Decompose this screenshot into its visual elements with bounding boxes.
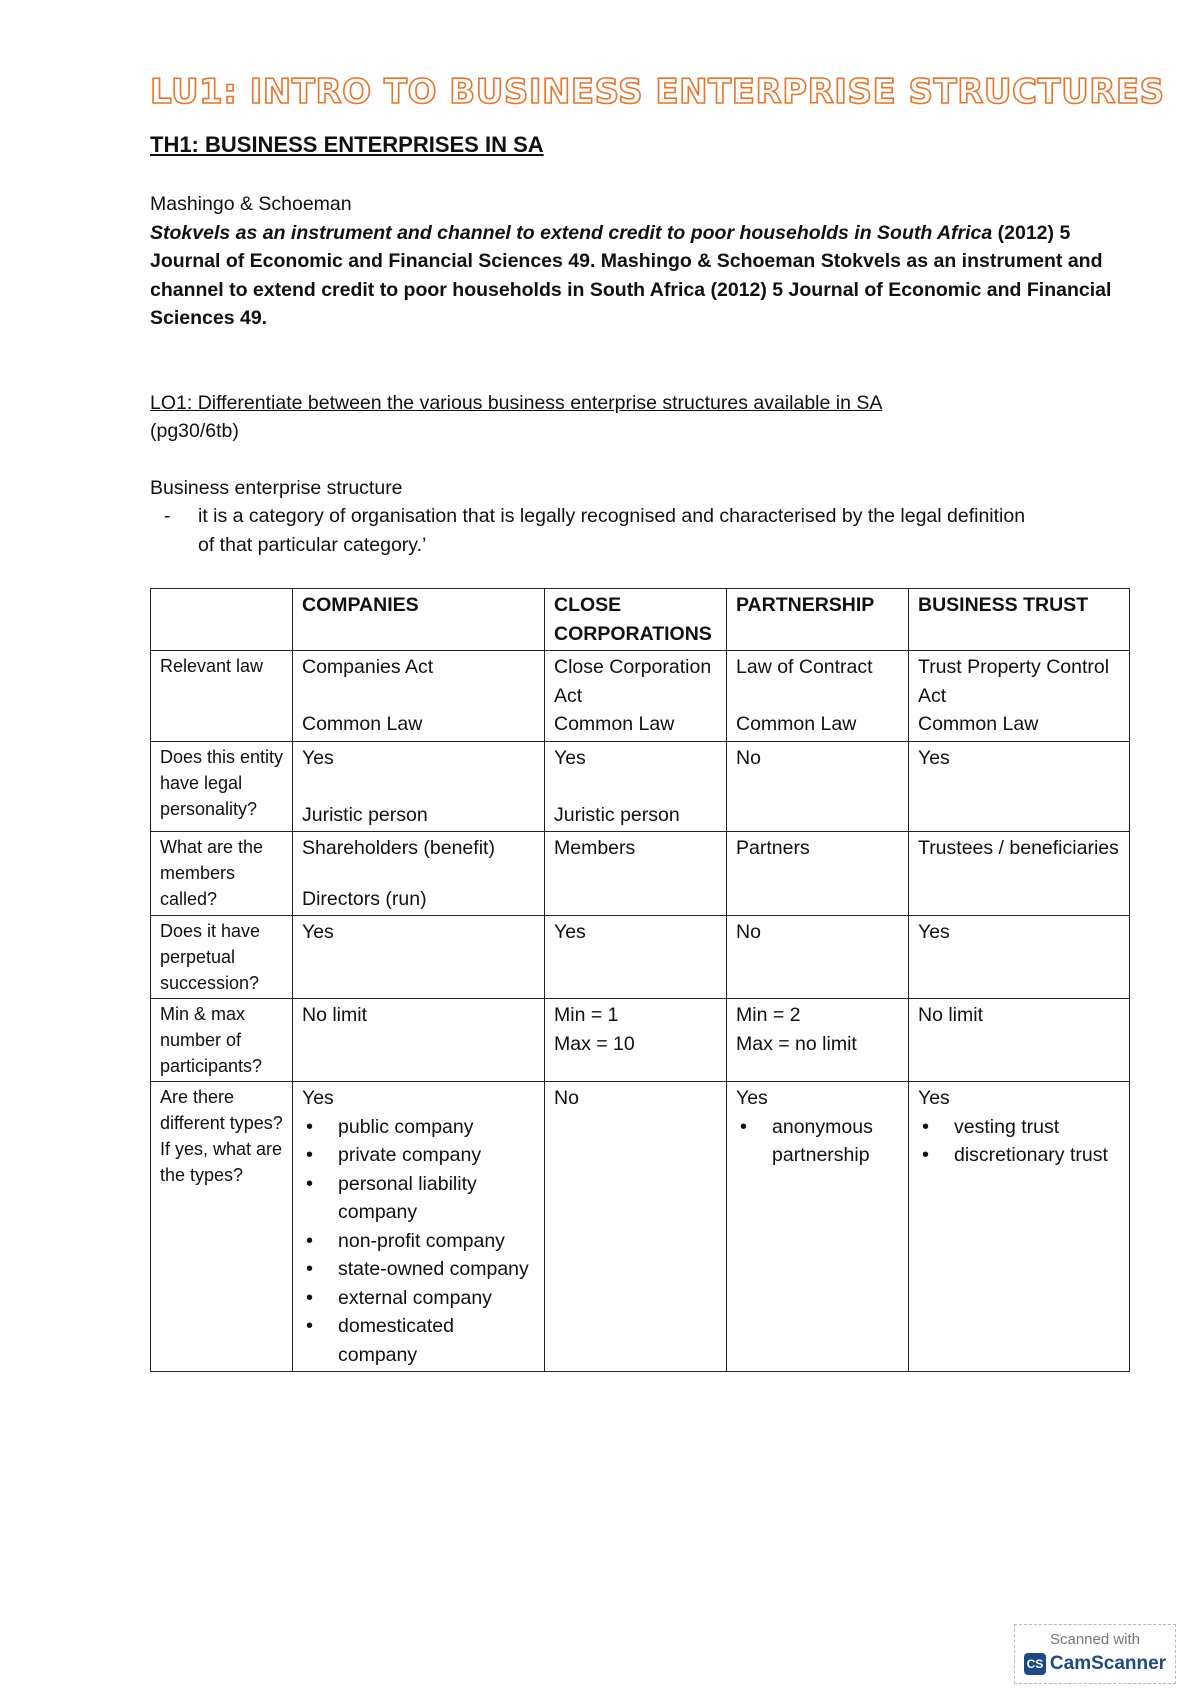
trust-type-list: [918, 1113, 1121, 1170]
table-row: [151, 916, 1130, 999]
cell-text: Common Law: [302, 713, 423, 735]
camscanner-badge: [1014, 1624, 1176, 1684]
cell-cc-succession: Yes: [545, 916, 727, 999]
learning-outcome-page-ref: (pg30/6tb): [150, 420, 239, 442]
cell-partnership-members: Partners: [727, 832, 909, 916]
cell-text: Yes: [736, 1087, 768, 1109]
camscanner-logo-icon: CS: [1024, 1653, 1046, 1675]
reference-citation: (2012) 5 Journal of Economic and Financial Sciences 49. Mashingo & Schoeman Stokvels as an instrument and channel to extend credit to poor households in South Africa (2012) 5 Journal of Economic and Financial Sciences 49.: [150, 221, 1112, 329]
cell-companies-law: [293, 651, 545, 742]
table-row: [151, 651, 1130, 742]
list-item: • external company: [302, 1284, 536, 1313]
list-item: • non-profit company: [302, 1227, 536, 1256]
table-row: [151, 1082, 1130, 1372]
cell-text: Max = 10: [554, 1032, 635, 1055]
list-item: • discretionary trust: [918, 1141, 1121, 1170]
cell-cc-types: No: [545, 1082, 727, 1372]
list-item: • private company: [302, 1141, 536, 1170]
header-business-trust: BUSINESS TRUST: [909, 589, 1130, 651]
header-partnership: PARTNERSHIP: [727, 589, 909, 651]
cell-text: Yes: [918, 1087, 950, 1109]
learning-outcome-text: LO1: Differentiate between the various business enterprise structures available in SA: [150, 391, 883, 414]
cell-trust-types: [909, 1082, 1130, 1372]
list-item: • public company: [302, 1113, 536, 1142]
document-page: [150, 70, 1165, 559]
main-title: LU1: INTRO TO BUSINESS ENTERPRISE STRUCTURES: [150, 72, 1165, 112]
reference-authors: Mashingo & Schoeman: [150, 193, 352, 215]
row-label-members: What are the members called?: [151, 832, 293, 916]
cell-trust-law: [909, 651, 1130, 742]
table-row: [151, 832, 1130, 916]
dash-bullet: -: [164, 505, 171, 527]
definition-block: [150, 474, 1130, 560]
companies-type-list: [302, 1113, 536, 1370]
reference-block: [150, 190, 1130, 333]
cell-partnership-personality: No: [727, 741, 909, 832]
cell-text: Common Law: [918, 713, 1039, 735]
cell-text: Trust Property Control Act: [918, 656, 1110, 707]
cell-text: Yes: [302, 1087, 334, 1109]
list-item: • domesticated company: [302, 1312, 536, 1369]
cell-text: Shareholders (benefit): [302, 837, 495, 859]
cell-text: Companies Act: [302, 656, 434, 678]
cell-text: Close Corporation Act: [554, 656, 712, 707]
cell-text: Min = 2: [736, 1004, 801, 1026]
row-label-participants: Min & max number of participants?: [151, 999, 293, 1082]
table-header-row: [151, 589, 1130, 651]
cell-text: Min = 1: [554, 1004, 619, 1026]
row-label-types: Are there different types? If yes, what are the types?: [151, 1082, 293, 1372]
definition-item: [150, 502, 1130, 559]
cell-trust-succession: Yes: [909, 916, 1130, 999]
cell-partnership-law: [727, 651, 909, 742]
reference-title: Stokvels as an instrument and channel to extend credit to poor households in South Africa: [150, 221, 993, 244]
cell-text: Juristic person: [554, 803, 680, 826]
cell-cc-law: [545, 651, 727, 742]
cell-companies-personality: [293, 741, 545, 832]
header-empty: [151, 589, 293, 651]
cell-companies-types: [293, 1082, 545, 1372]
cell-trust-personality: Yes: [909, 741, 1130, 832]
cell-text: Common Law: [554, 713, 675, 735]
comparison-table: [150, 588, 1130, 1372]
list-item: • anonymous partnership: [736, 1113, 900, 1170]
cell-text: Max = no limit: [736, 1032, 857, 1055]
header-close-corporations: CLOSE CORPORATIONS: [545, 589, 727, 651]
cell-text: Yes: [554, 746, 586, 769]
row-label-legal-personality: Does this entity have legal personality?: [151, 741, 293, 832]
cell-text: Law of Contract: [736, 656, 873, 678]
cell-partnership-types: [727, 1082, 909, 1372]
definition-text: it is a category of organisation that is legally recognised and characterised by the legal definition of that particular category.’: [198, 505, 1026, 556]
cell-text: Directors (run): [302, 887, 427, 910]
cell-companies-participants: No limit: [293, 999, 545, 1082]
cell-partnership-succession: No: [727, 916, 909, 999]
cell-cc-members: Members: [545, 832, 727, 916]
definition-heading: Business enterprise structure: [150, 476, 403, 499]
cell-companies-succession: Yes: [293, 916, 545, 999]
cell-text: Juristic person: [302, 803, 428, 826]
badge-scanned-text: Scanned with: [1049, 1631, 1141, 1648]
cell-trust-members: Trustees / beneficiaries: [909, 832, 1130, 916]
partnership-type-list: [736, 1113, 900, 1170]
cell-partnership-participants: [727, 999, 909, 1082]
cell-text: Common Law: [736, 713, 857, 735]
list-item: • personal liability company: [302, 1170, 536, 1227]
table-row: [151, 999, 1130, 1082]
table-row: [151, 741, 1130, 832]
header-companies: COMPANIES: [293, 589, 545, 651]
cell-companies-members: [293, 832, 545, 916]
learning-outcome: [150, 389, 1130, 446]
cell-cc-participants: [545, 999, 727, 1082]
list-item: • state-owned company: [302, 1255, 536, 1284]
list-item: • vesting trust: [918, 1113, 1121, 1142]
row-label-succession: Does it have perpetual succession?: [151, 916, 293, 999]
row-label-relevant-law: Relevant law: [151, 651, 293, 742]
section-title: TH1: BUSINESS ENTERPRISES IN SA: [150, 132, 544, 157]
cell-trust-participants: No limit: [909, 999, 1130, 1082]
cell-cc-personality: [545, 741, 727, 832]
cell-text: Yes: [302, 746, 334, 769]
badge-brand: CamScanner: [1049, 1653, 1167, 1674]
